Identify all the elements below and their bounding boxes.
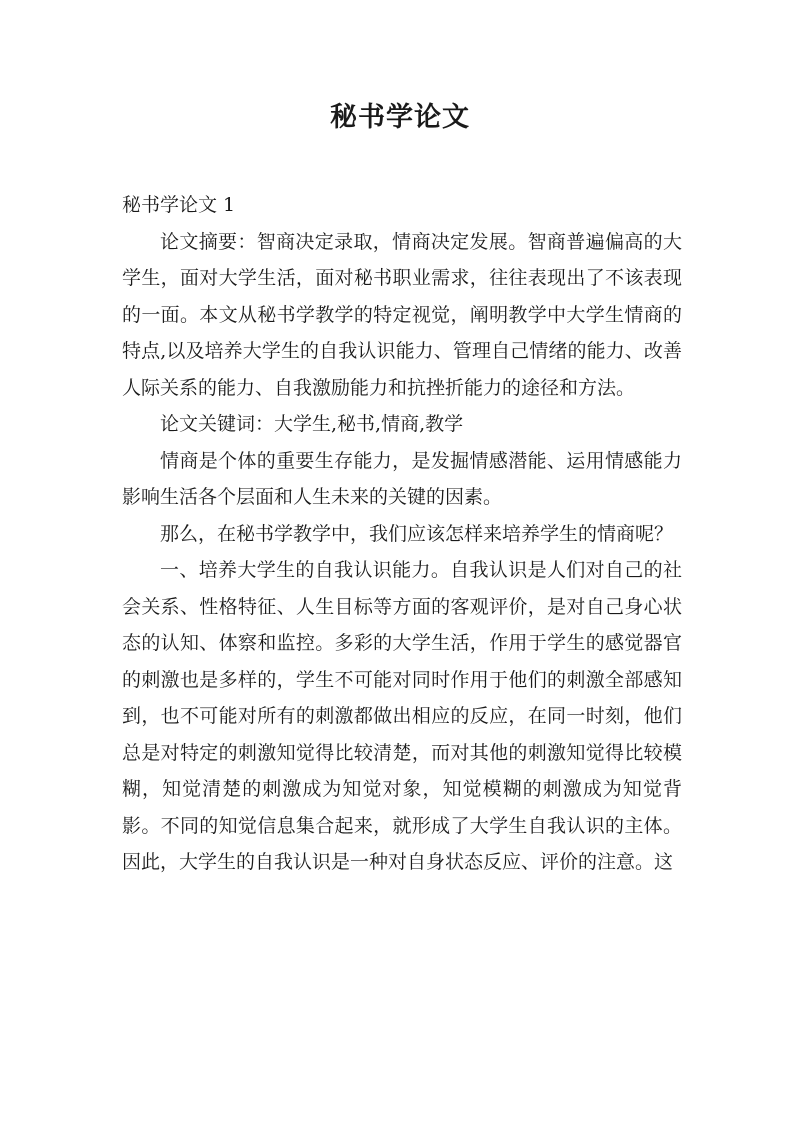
section-heading: 秘书学论文 1 xyxy=(122,194,236,216)
document-title: 秘书学论文 xyxy=(330,102,470,133)
keywords-paragraph: 论文关键词：大学生,秘书,情商,教学 xyxy=(160,413,464,435)
body-paragraph: 那么，在秘书学教学中，我们应该怎样来培养学生的情商呢？ xyxy=(160,522,674,545)
document-body xyxy=(122,187,682,881)
body-paragraph: 一、培养大学生的自我认识能力。自我认识是人们对自己的社会关系、性格特征、人生目标等方面的客观评价，是对自己身心状态的认知、体察和监控。多彩的大学生活，作用于学生的感觉器官的刺激也是多样的，学生不可能对同时作用于他们的刺激全部感知到，也不可能对所有的刺激都做出相应的反应，在同一时刻，他们总是对特定的刺激知觉得比较清楚，而对其他的刺激知觉得比较模糊，知觉清楚的刺激成为知觉对象，知觉模糊的刺激成为知觉背影。不同的知觉信息集合起来，就形成了大学生自我认识的主体。因此，大学生的自我认识是一种对自身状态反应、评价的注意。这 xyxy=(122,559,682,873)
body-paragraph: 情商是个体的重要生存能力，是发掘情感潜能、运用情感能力影响生活各个层面和人生未来的关键的因素。 xyxy=(122,449,682,508)
abstract-paragraph: 论文摘要：智商决定录取，情商决定发展。智商普遍偏高的大学生，面对大学生活，面对秘书职业需求，往往表现出了不该表现的一面。本文从秘书学教学的特定视觉，阐明教学中大学生情商的特点,以及培养大学生的自我认识能力、管理自己情绪的能力、改善人际关系的能力、自我激励能力和抗挫折能力的途径和方法。 xyxy=(122,230,682,399)
